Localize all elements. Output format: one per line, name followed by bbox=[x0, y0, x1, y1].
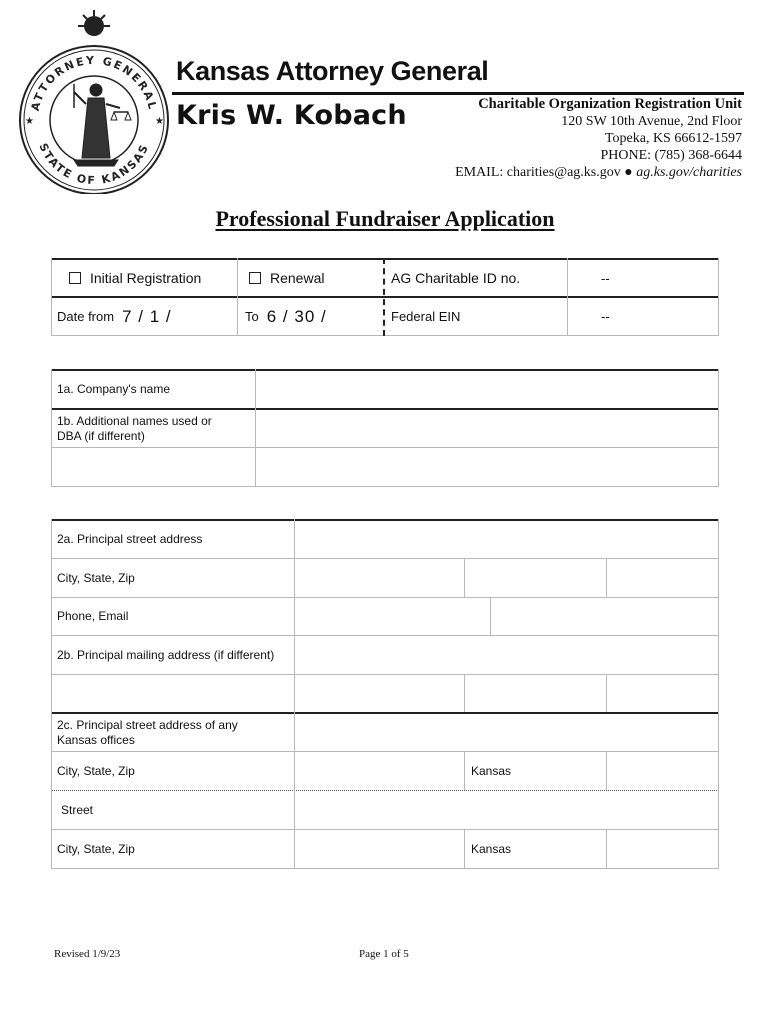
mailing-city-field[interactable] bbox=[296, 675, 462, 712]
registration-table bbox=[51, 258, 719, 336]
phone-field[interactable] bbox=[296, 598, 488, 635]
federal-ein-label: Federal EIN bbox=[391, 308, 461, 324]
city-state-zip-label: City, State, Zip bbox=[57, 570, 135, 585]
svg-text:★: ★ bbox=[25, 116, 34, 127]
email-link[interactable]: charities@ag.ks.gov bbox=[506, 165, 621, 180]
kansas-office-zip-field[interactable] bbox=[608, 752, 716, 790]
additional-names-field[interactable] bbox=[257, 410, 717, 447]
renewal-option[interactable] bbox=[243, 260, 383, 296]
office-title: Kansas Attorney General bbox=[176, 56, 489, 86]
street-address: 120 SW 10th Avenue, 2nd Floor bbox=[561, 114, 742, 129]
svg-text:ATTORNEY GENERAL: ATTORNEY GENERAL bbox=[28, 53, 160, 113]
city-field[interactable] bbox=[296, 559, 462, 597]
kansas-office-city-field[interactable] bbox=[296, 752, 462, 790]
attorney-general-seal bbox=[16, 8, 172, 194]
street-label: Street bbox=[61, 802, 94, 817]
mailing-address-label: 2b. Principal mailing address (if different) bbox=[57, 647, 275, 662]
website-link[interactable]: ag.ks.gov/charities bbox=[636, 165, 742, 180]
principal-street-field[interactable] bbox=[296, 521, 716, 558]
kansas-office-street-field[interactable] bbox=[296, 714, 716, 751]
mailing-state-field[interactable] bbox=[466, 675, 604, 712]
ag-id-label: AG Charitable ID no. bbox=[391, 269, 521, 286]
kansas-state-label-1: Kansas bbox=[471, 763, 512, 778]
initial-registration-option[interactable] bbox=[63, 260, 237, 296]
email-field[interactable] bbox=[492, 598, 716, 635]
company-section bbox=[51, 369, 719, 487]
city-address: Topeka, KS 66612-1597 bbox=[604, 131, 742, 146]
city-state-zip-label-3: City, State, Zip bbox=[57, 841, 135, 856]
revision-date: Revised 1/9/23 bbox=[54, 948, 121, 960]
bullet-icon: ● bbox=[624, 165, 633, 180]
additional-names-field-2[interactable] bbox=[257, 449, 717, 486]
date-to-value[interactable]: 6 / 30 / bbox=[266, 306, 327, 326]
kansas-state-label-2: Kansas bbox=[471, 841, 512, 856]
renewal-label: Renewal bbox=[270, 269, 325, 286]
svg-text:★: ★ bbox=[155, 116, 164, 127]
kansas-office-street-field-2[interactable] bbox=[296, 791, 716, 829]
attorney-general-name: Kris W. Kobach bbox=[176, 100, 407, 131]
kansas-office-zip-field-2[interactable] bbox=[608, 830, 716, 868]
mailing-zip-field[interactable] bbox=[608, 675, 716, 712]
mailing-address-field[interactable] bbox=[296, 636, 716, 674]
phone-email-label: Phone, Email bbox=[57, 609, 129, 623]
city-state-zip-label-2: City, State, Zip bbox=[57, 763, 135, 778]
phone-number: PHONE: (785) 368-6644 bbox=[600, 148, 742, 163]
svg-text:STATE OF KANSAS: STATE OF KANSAS bbox=[36, 141, 152, 188]
initial-registration-checkbox[interactable] bbox=[69, 272, 81, 284]
date-from-label: Date from bbox=[57, 308, 115, 324]
header-rule bbox=[172, 92, 744, 95]
kansas-office-city-field-2[interactable] bbox=[296, 830, 462, 868]
principal-street-label: 2a. Principal street address bbox=[57, 532, 203, 546]
ag-id-field[interactable]: -- bbox=[601, 270, 610, 286]
email-label: EMAIL: bbox=[455, 165, 504, 180]
unit-name: Charitable Organization Registration Unit bbox=[478, 96, 742, 112]
kansas-offices-label: 2c. Principal street address of any Kansas offices bbox=[57, 717, 238, 747]
initial-registration-label: Initial Registration bbox=[90, 269, 202, 286]
date-from-value[interactable]: 7 / 1 / bbox=[122, 306, 172, 326]
email-line bbox=[455, 164, 742, 181]
federal-ein-field[interactable]: -- bbox=[601, 308, 610, 324]
date-to-field[interactable] bbox=[239, 298, 383, 334]
form-title: Professional Fundraiser Application bbox=[215, 206, 555, 231]
date-from-field[interactable] bbox=[51, 298, 237, 334]
zip-field[interactable] bbox=[608, 559, 716, 597]
renewal-checkbox[interactable] bbox=[249, 272, 261, 284]
contact-block bbox=[455, 96, 742, 181]
date-to-label: To bbox=[245, 308, 259, 324]
company-name-field[interactable] bbox=[257, 371, 717, 408]
company-name-label: 1a. Company's name bbox=[57, 382, 171, 396]
sunflower-icon bbox=[78, 10, 110, 36]
address-section bbox=[51, 519, 719, 869]
page-number: Page 1 of 5 bbox=[359, 948, 409, 960]
state-field[interactable] bbox=[466, 559, 604, 597]
additional-names-label: 1b. Additional names used or DBA (if different) bbox=[57, 413, 212, 443]
